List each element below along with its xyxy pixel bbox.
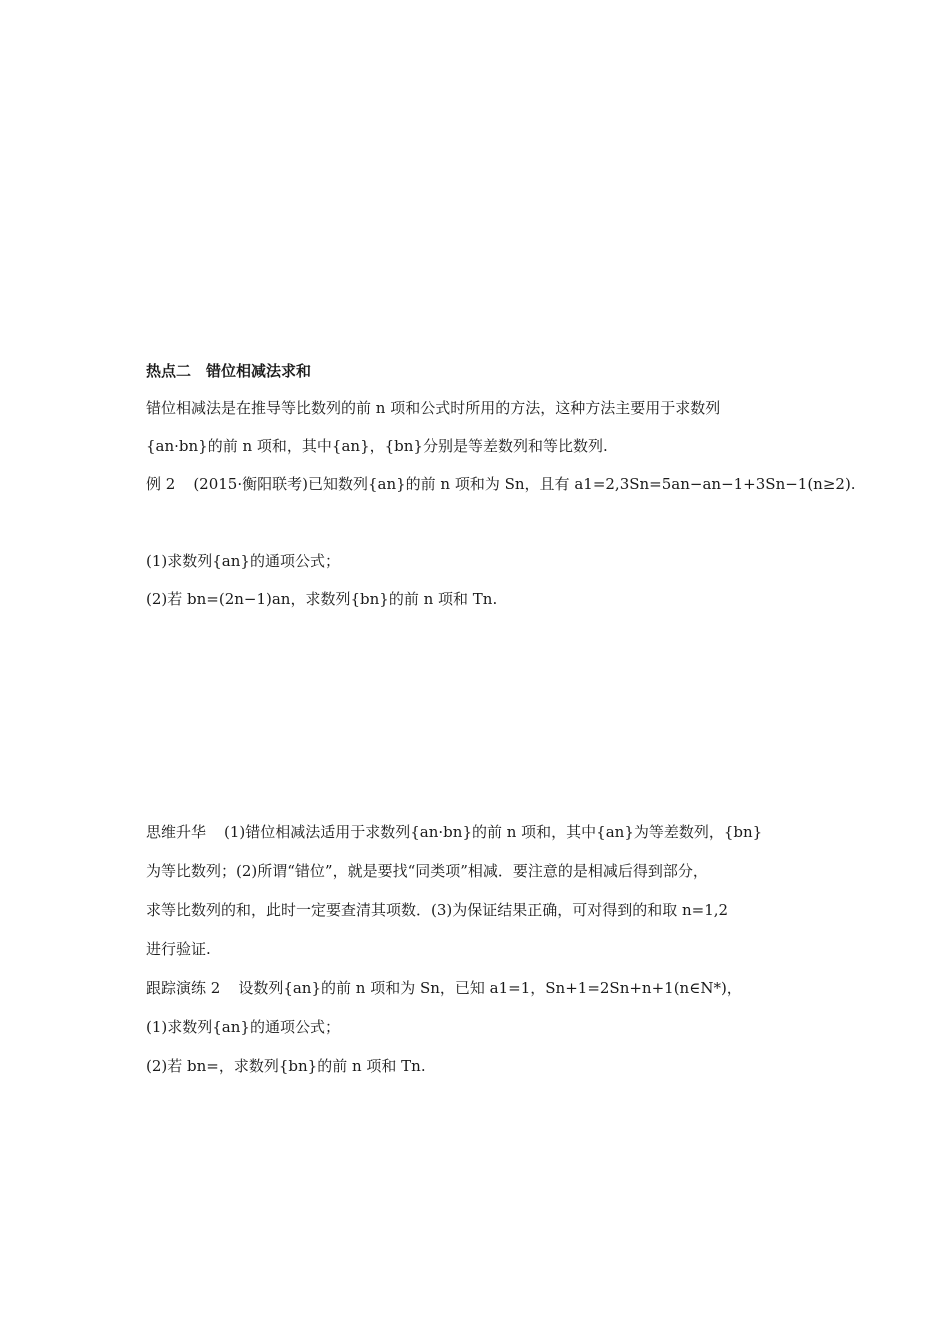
example-question-1: (1)求数列{an}的通项公式；	[146, 552, 340, 570]
thinking-text-1: (1)错位相减法适用于求数列{an·bn}的前 n 项和，其中{an}为等差数列，{bn}	[224, 823, 763, 841]
thinking-line-4: 进行验证.	[146, 940, 211, 958]
example-line-1	[146, 474, 856, 494]
example-statement: 已知数列{an}的前 n 项和为 Sn，且有 a1=2,3Sn=5an−an−1+3Sn−1(n≥2).	[307, 475, 856, 493]
example-source: (2015·衡阳联考)	[193, 475, 308, 493]
thinking-line-3: 求等比数列的和，此时一定要查清其项数．(3)为保证结果正确，可对得到的和取 n=1,2	[146, 901, 729, 919]
thinking-line-2: 为等比数列；(2)所谓“错位”，就是要找“同类项”相减．要注意的是相减后得到部分，	[146, 862, 708, 880]
section-heading: 热点二 错位相减法求和	[146, 362, 312, 380]
thinking-line-1	[146, 822, 762, 842]
intro-line-2: {an·bn}的前 n 项和，其中{an}，{bn}分别是等差数列和等比数列.	[146, 437, 608, 455]
intro-line-1: 错位相减法是在推导等比数列的前 n 项和公式时所用的方法，这种方法主要用于求数列	[146, 399, 721, 417]
practice-question-2: (2)若 bn=，求数列{bn}的前 n 项和 Tn.	[146, 1057, 426, 1075]
practice-line-1	[146, 978, 742, 998]
practice-question-1: (1)求数列{an}的通项公式；	[146, 1018, 340, 1036]
thinking-label: 思维升华	[146, 823, 207, 841]
practice-label: 跟踪演练 2	[146, 979, 221, 997]
example-question-2: (2)若 bn=(2n−1)an，求数列{bn}的前 n 项和 Tn.	[146, 590, 498, 608]
example-label: 例 2	[146, 475, 176, 493]
practice-statement: 设数列{an}的前 n 项和为 Sn，已知 a1=1，Sn+1=2Sn+n+1(n∈N*)，	[238, 979, 742, 997]
